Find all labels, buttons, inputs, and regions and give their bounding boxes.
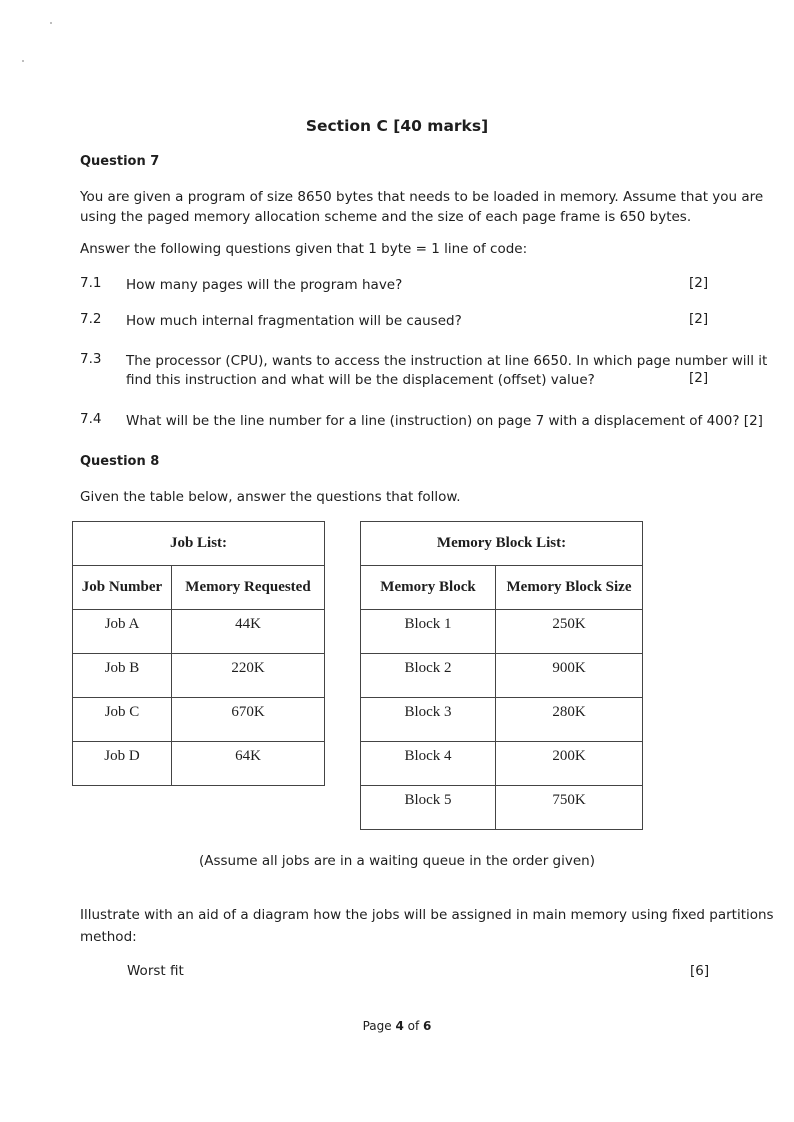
memory-block-size-header: Memory Block Size: [496, 566, 643, 610]
block-size-cell: 750K: [496, 786, 643, 830]
page-current: 4: [395, 1019, 404, 1033]
block-name-cell: Block 4: [361, 742, 496, 786]
question-8-task-line-2: method:: [80, 929, 137, 945]
item-7-2-text: How much internal fragmentation will be caused?: [126, 313, 462, 329]
table-row: [361, 742, 643, 786]
block-size-cell: 250K: [496, 610, 643, 654]
job-name-cell: Job A: [73, 610, 172, 654]
item-7-1-number: 7.1: [80, 275, 102, 291]
block-size-cell: 280K: [496, 698, 643, 742]
question-8-intro: Given the table below, answer the questions that follow.: [80, 489, 461, 505]
table-row: [73, 698, 325, 742]
table-row: [361, 786, 643, 830]
block-size-cell: 200K: [496, 742, 643, 786]
question-8-task-line-1: Illustrate with an aid of a diagram how the jobs will be assigned in main memory using fixed partitions: [80, 907, 774, 923]
item-7-1-text: How many pages will the program have?: [126, 277, 403, 293]
page-number: [0, 1019, 794, 1033]
item-7-3-text-line-1: The processor (CPU), wants to access the instruction at line 6650. In which page number will it: [126, 353, 768, 369]
table-row: [73, 742, 325, 786]
item-7-4-text: What will be the line number for a line (instruction) on page 7 with a displacement of 400? [2]: [126, 413, 763, 429]
table-row: [361, 654, 643, 698]
item-7-3-text-line-2: find this instruction and what will be the displacement (offset) value?: [126, 372, 595, 388]
job-name-cell: Job C: [73, 698, 172, 742]
question-7-intro-line-2: using the paged memory allocation scheme and the size of each page frame is 650 bytes.: [80, 209, 692, 225]
job-name-cell: Job D: [73, 742, 172, 786]
worst-fit-mark: [6]: [690, 963, 710, 979]
job-number-header: Job Number: [73, 566, 172, 610]
table-row: [73, 610, 325, 654]
memory-requested-cell: 64K: [172, 742, 325, 786]
question-7-instruction: Answer the following questions given that 1 byte = 1 line of code:: [80, 241, 528, 257]
block-name-cell: Block 2: [361, 654, 496, 698]
item-7-2-mark: [2]: [689, 311, 709, 327]
job-list-table: [72, 521, 325, 786]
page-total: 6: [423, 1019, 432, 1033]
block-name-cell: Block 3: [361, 698, 496, 742]
question-8-heading: Question 8: [80, 454, 160, 469]
item-7-4-number: 7.4: [80, 411, 102, 427]
question-7-intro-line-1: You are given a program of size 8650 bytes that needs to be loaded in memory. Assume that you are: [80, 189, 764, 205]
memory-block-header: Memory Block: [361, 566, 496, 610]
job-list-title: Job List:: [73, 522, 325, 566]
table-row: [361, 698, 643, 742]
question-7-heading: Question 7: [80, 154, 160, 169]
scan-speck: [22, 60, 24, 62]
memory-requested-header: Memory Requested: [172, 566, 325, 610]
item-7-3-number: 7.3: [80, 351, 102, 367]
table-row: [73, 654, 325, 698]
queue-assumption: (Assume all jobs are in a waiting queue in the order given): [198, 853, 595, 869]
scan-speck: [50, 22, 52, 24]
memory-block-list-table: [360, 521, 643, 830]
section-title: Section C [40 marks]: [305, 117, 489, 135]
memory-block-list-title: Memory Block List:: [361, 522, 643, 566]
memory-requested-cell: 220K: [172, 654, 325, 698]
block-size-cell: 900K: [496, 654, 643, 698]
item-7-2-number: 7.2: [80, 311, 102, 327]
table-row: [361, 610, 643, 654]
memory-requested-cell: 44K: [172, 610, 325, 654]
memory-requested-cell: 670K: [172, 698, 325, 742]
item-7-3-mark: [2]: [689, 370, 709, 386]
job-name-cell: Job B: [73, 654, 172, 698]
block-name-cell: Block 1: [361, 610, 496, 654]
item-7-1-mark: [2]: [689, 275, 709, 291]
page-mid: of: [403, 1019, 424, 1033]
block-name-cell: Block 5: [361, 786, 496, 830]
worst-fit-label: Worst fit: [127, 963, 184, 979]
page-prefix: Page: [362, 1019, 396, 1033]
